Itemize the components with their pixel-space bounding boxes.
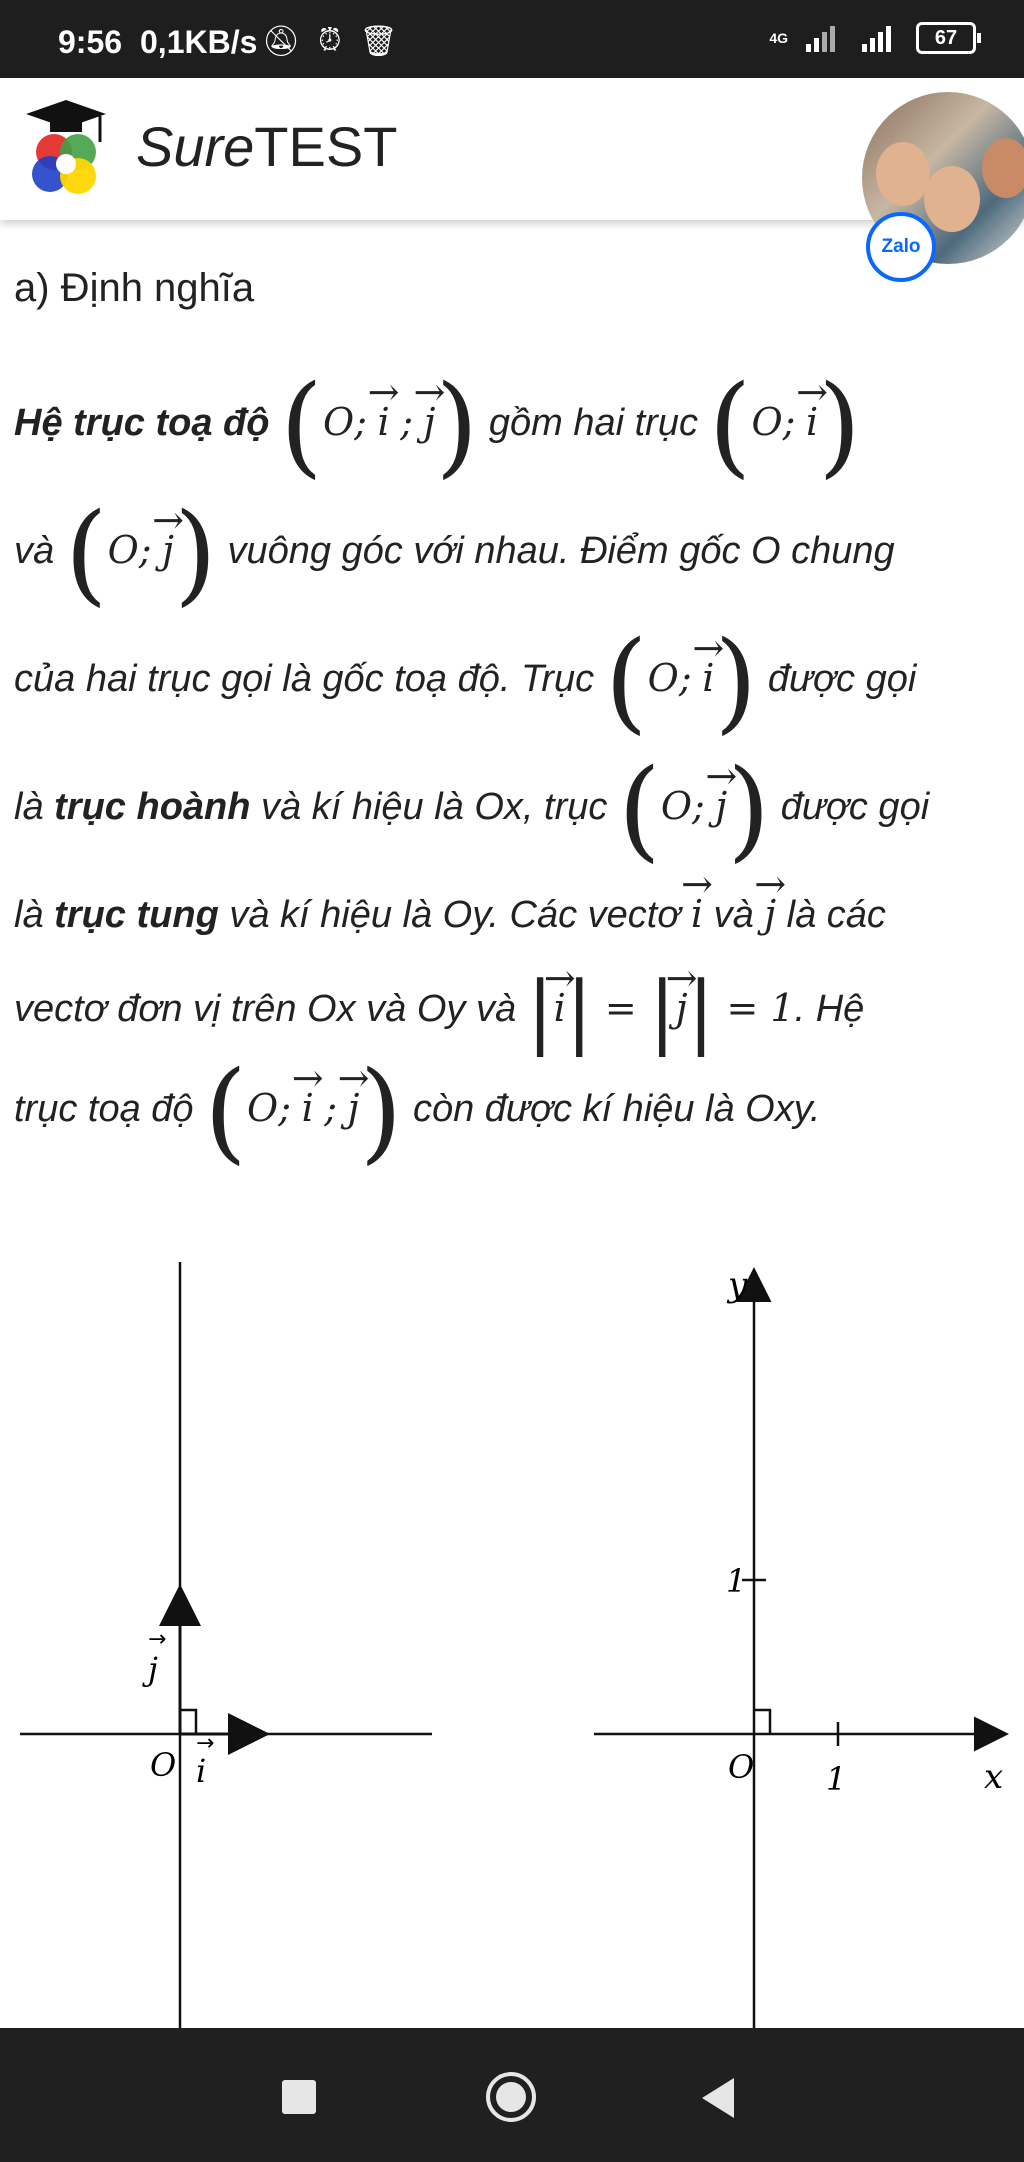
coordinate-figure bbox=[0, 1250, 1024, 2030]
left-vec-i-label: i bbox=[196, 1752, 207, 1790]
line-5: là trục tung và kí hiệu là Oy. Các vectơ → i và → j là các bbox=[14, 866, 886, 937]
section-heading: a) Định nghĩa bbox=[14, 266, 255, 310]
right-angle-mark-left bbox=[180, 1710, 196, 1734]
trash-icon: 🗑︎ bbox=[359, 25, 398, 58]
tick-y-label: 1 bbox=[726, 1562, 747, 1600]
line-1: Hệ trục toạ độ (O; → i ; → j) gồm hai trục (O; → i) bbox=[14, 374, 861, 445]
left-origin-label: O bbox=[150, 1746, 177, 1784]
line-2: và (O; → j) vuông góc với nhau. Điểm gốc O chung bbox=[14, 502, 895, 573]
status-right bbox=[769, 22, 976, 54]
y-axis-label: y bbox=[728, 1265, 748, 1305]
left-vec-j-label: j bbox=[148, 1650, 158, 1688]
line-7: trục toạ độ (O; → i ; → j) còn được kí hiệu là Oxy. bbox=[14, 1060, 820, 1131]
line-3: của hai trục gọi là gốc toạ độ. Trục (O; → i) được gọi bbox=[14, 630, 916, 701]
home-button[interactable] bbox=[486, 2072, 536, 2122]
line-6: vectơ đơn vị trên Ox và Oy và |→ i| = |→ j| = 1. Hệ bbox=[14, 960, 864, 1031]
right-axes bbox=[594, 1265, 1004, 2030]
status-time: 9:56 bbox=[58, 24, 123, 60]
left-axes bbox=[20, 1262, 432, 2030]
mute-bell-icon: 🔕︎ bbox=[262, 25, 301, 58]
status-icons bbox=[262, 24, 398, 59]
app-title: SureTEST bbox=[136, 115, 398, 178]
x-axis-label: x bbox=[984, 1757, 1004, 1797]
tick-x-label: 1 bbox=[826, 1760, 847, 1798]
signal-icon bbox=[804, 24, 844, 52]
network-type: 4G bbox=[769, 30, 788, 46]
recents-button[interactable] bbox=[282, 2080, 316, 2114]
status-bar bbox=[0, 0, 1024, 78]
system-nav-bar bbox=[0, 2028, 1024, 2162]
net-speed: 0,1KB/s bbox=[140, 24, 258, 60]
left-vec-i-arrow-mark: → bbox=[196, 1731, 215, 1756]
alarm-icon: ⏰︎ bbox=[318, 24, 342, 57]
left-vec-j-arrow-mark: → bbox=[148, 1627, 167, 1652]
battery-icon: 67 bbox=[916, 22, 976, 54]
right-angle-mark-right bbox=[754, 1710, 770, 1734]
zalo-badge[interactable]: Zalo bbox=[866, 212, 936, 282]
right-origin-label: O bbox=[728, 1748, 755, 1786]
suretest-logo bbox=[22, 98, 110, 202]
signal-icon-2 bbox=[860, 24, 900, 52]
back-button[interactable] bbox=[702, 2078, 734, 2118]
line-4: là trục hoành và kí hiệu là Ox, trục (O; → j) được gọi bbox=[14, 758, 929, 829]
